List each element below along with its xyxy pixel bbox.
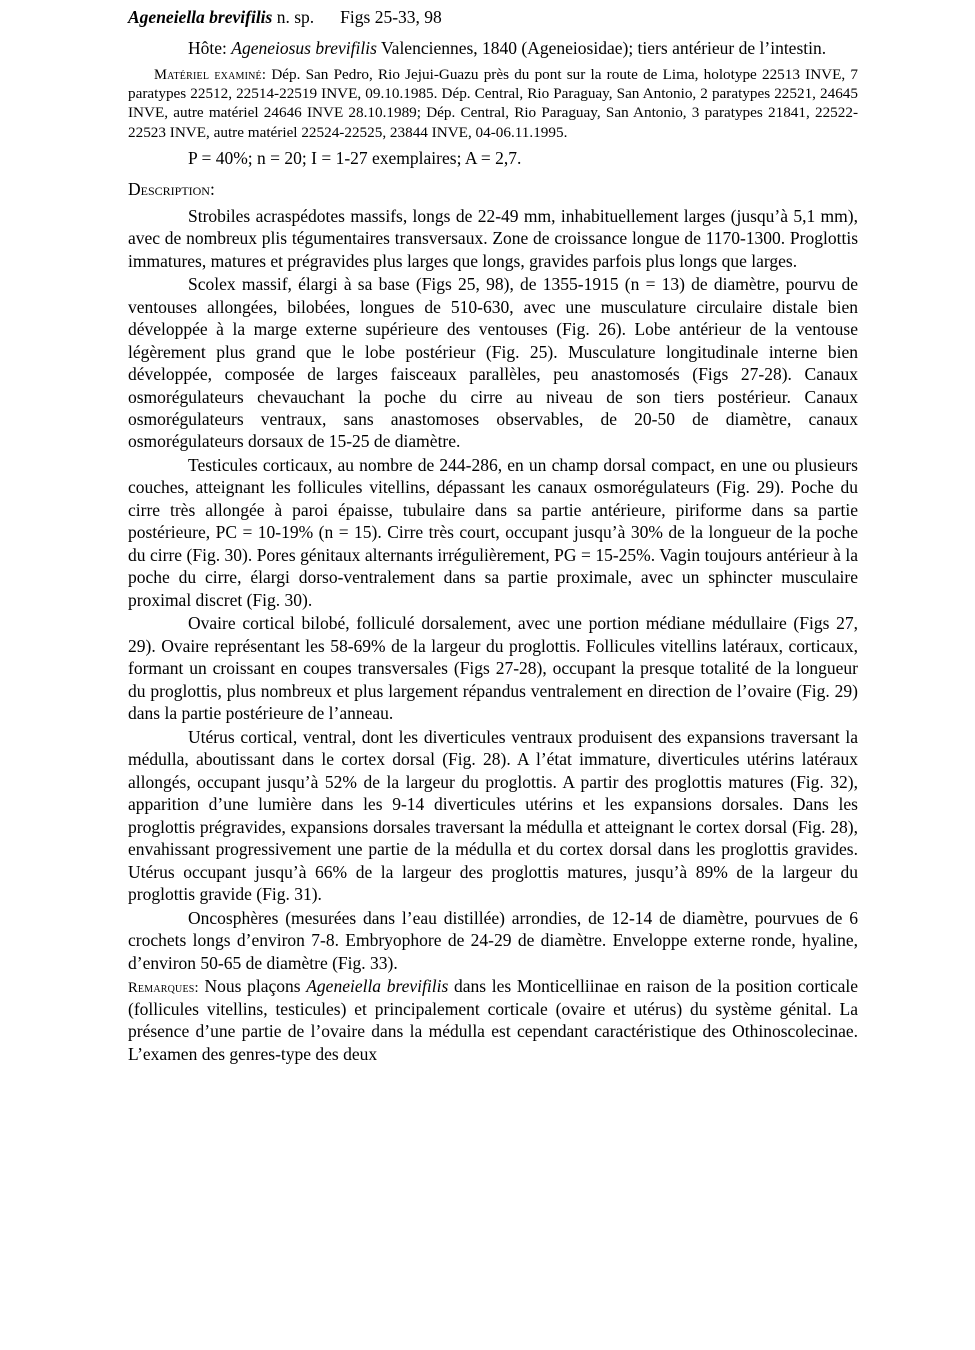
paragraph-testicules: Testicules corticaux, au nombre de 244-286, en un champ dorsal compact, en une ou plusieurs couches, atteignant les follicules vitellins, dépassant les canaux osmorégulateurs (Fig. 29). Poche du cirre très allongée à paroi épaisse, tubulaire dans sa partie antérieure, piriforme dans sa partie postérieure, PC = 10-19% (n = 15). Cirre très court, occupant jusqu’à 30% de la longueur de la poche du cirre (Fig. 30). Pores génitaux alternants irrégulièrement, PG = 15-25%. Vagin toujours antérieur à la poche du cirre, élargi dorso-ventralement dans sa partie proximale, avec un sphincter musculaire proximal discret (Fig. 30).	[128, 454, 858, 610]
remarks-species: Ageneiella brevifilis	[306, 976, 449, 997]
description-heading: Description:	[128, 179, 215, 200]
paragraph-strobiles: Strobiles acraspédotes massifs, longs de 22-49 mm, inhabituellement larges (jusqu’à 5,1 mm), avec de nombreux plis tégumentaires transversaux. Zone de croissance longue de 1170-1300. Proglottis immatures, matures et prégravides plus larges que longs, gravides parfois plus longs que larges.	[128, 205, 858, 271]
remarks-paragraph	[128, 975, 858, 1065]
material-paragraph	[128, 65, 858, 142]
host-label: Hôte:	[188, 38, 227, 59]
paragraph-ovaire: Ovaire cortical bilobé, folliculé dorsalement, avec une portion médiane médullaire (Figs 27, 29). Ovaire représentant les 58-69% de la largeur du proglottis. Follicules vitellins latéraux, corticaux, formant un croissant en coupes transversales (Figs 27-28), occupant la presque totalité de la longueur du proglottis, plus nombreux et plus largement répandus ventralement en direction de l’ovaire (Fig. 29) dans la partie postérieure de l’anneau.	[128, 613, 858, 724]
remarks-text-2: dans les Monticelliinae en raison de la position corticale (follicules vitellins, testicules) et principalement corticale (ovaire et utérus) du système génital. La présence d’une partie de l’ovaire dans la médulla est cependant caractéristique des Othinoscolecinae. L’examen des genres-type des deux	[128, 976, 859, 1064]
material-label: Matériel examiné:	[154, 66, 267, 83]
heading-figure-refs: Figs 25-33, 98	[340, 7, 442, 27]
page-content	[128, 6, 858, 1066]
material-text: Dép. San Pedro, Rio Jejui-Guazu près du pont sur la route de Lima, holotype 22513 INVE, 7 paratypes 22512, 22514-22519 INVE, 09.10.1985. Dép. Central, Rio Paraguay, San Antonio, 2 paratypes 22521, 24645 INVE, autre matériel 24646 INVE 28.10.1989; Dép. Central, Rio Paraguay, San Antonio, 3 paratypes 21841, 22522-22523 INVE, autre matériel 22524-22525, 23844 INVE, 04-06.11.1995.	[128, 65, 858, 141]
paragraph-oncospheres: Oncosphères (mesurées dans l’eau distillée) arrondies, de 12-14 de diamètre, pourvues de 6 crochets longs d’environ 7-8. Embryophore de 24-29 de diamètre. Enveloppe externe ronde, hyaline, d’environ 50-65 de diamètre (Fig. 33).	[128, 907, 858, 973]
stats-paragraph: P = 40%; n = 20; I = 1-27 exemplaires; A = 2,7.	[188, 147, 522, 168]
remarks-text-1: Nous plaçons	[198, 976, 307, 997]
species-author: n. sp.	[276, 7, 315, 27]
host-text: Valenciennes, 1840 (Ageneiosidae); tiers antérieur de l’intestin.	[376, 38, 827, 59]
remarks-label: Remarques:	[128, 980, 199, 997]
paragraph-uterus: Utérus cortical, ventral, dont les diverticules ventraux produisent des expansions traversant la médulla, aboutissant dans le cortex dorsal (Fig. 28). A l’état immature, diverticules utérins latéraux allongés, occupant jusqu’à 52% de la largeur du proglottis. A partir des proglottis matures (Fig. 32), apparition d’une lumière dans les 9-14 diverticules utérins et les expansions dorsales. Dans les proglottis prégravides, expansions dorsales traversant la médulla et atteignant le cortex dorsal (Fig. 28), envahissant progressivement une partie de la médulla et du cortex dorsal dans les proglottis gravides. Utérus occupant jusqu’à 66% de la largeur des proglottis matures, jusqu’à 89% de la largeur du proglottis gravide (Fig. 31).	[128, 726, 858, 905]
host-paragraph	[128, 37, 858, 59]
species-heading	[128, 6, 858, 28]
host-species: Ageneiosus brevifilis	[231, 38, 377, 59]
paragraph-scolex: Scolex massif, élargi à sa base (Figs 25, 98), de 1355-1915 (n = 13) de diamètre, pourvu de ventouses allongées, bilobées, longues de 510-630, avec une musculature circulaire distale bien développée à la marge externe supérieure des ventouses (Fig. 26). Lobe antérieur de la ventouse légèrement plus grand que le lobe postérieur (Fig. 25). Musculature longitudinale interne bien développée, composée de larges faisceaux parallèles, peu anastomosés (Figs 27-28). Canaux osmorégulateurs chevauchant la poche du cirre au niveau de son tiers postérieur. Canaux osmorégulateurs ventraux, sans anastomoses observables, de 20-50 de diamètre, canaux osmorégulateurs dorsaux de 15-25 de diamètre.	[128, 274, 858, 452]
species-name: Ageneiella brevifilis	[128, 7, 273, 27]
